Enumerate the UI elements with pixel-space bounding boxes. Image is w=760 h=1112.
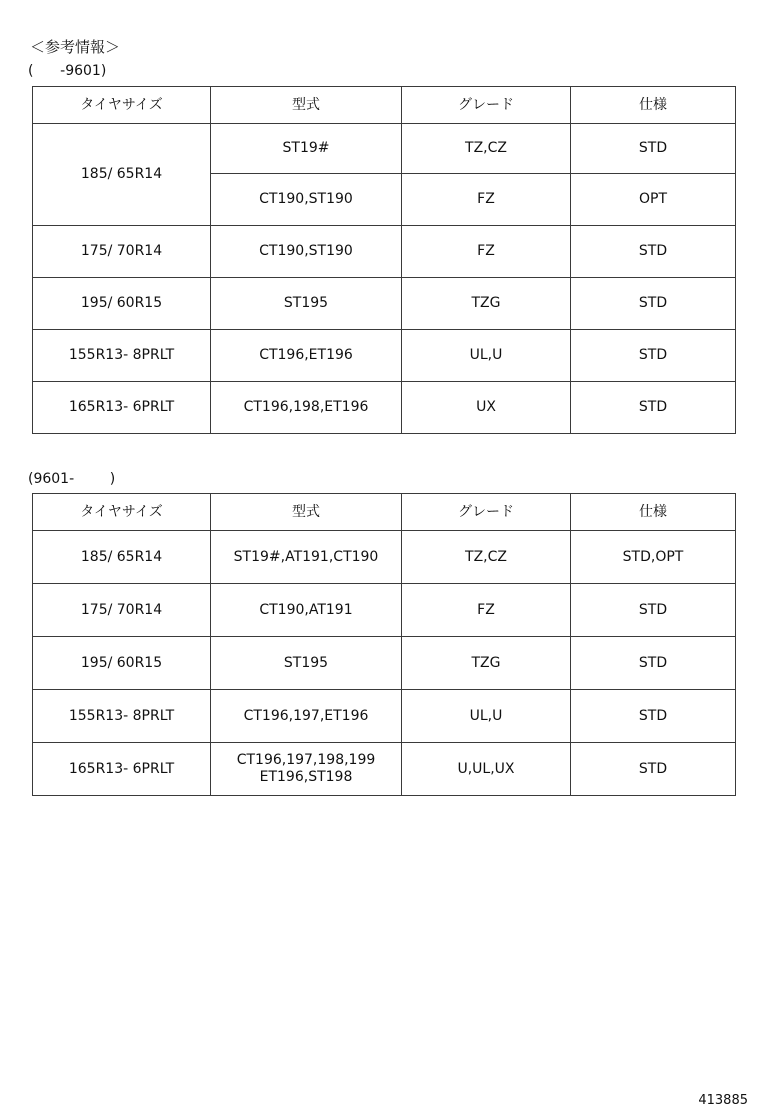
model-cell: ST19#,AT191,CT190 (211, 531, 402, 584)
grade-cell: TZ,CZ (402, 531, 571, 584)
table-header-row (33, 87, 736, 124)
tire-size-cell: 165R13- 6PRLT (33, 382, 211, 434)
model-cell: ST195 (211, 278, 402, 330)
grade-cell: FZ (402, 226, 571, 278)
spec-cell: STD (571, 124, 736, 174)
model-cell: CT196,ET196 (211, 330, 402, 382)
spec-cell: OPT (571, 174, 736, 226)
spec-cell: STD (571, 690, 736, 743)
model-cell: CT196,197,ET196 (211, 690, 402, 743)
tire-size-cell: 165R13- 6PRLT (33, 743, 211, 796)
reference-info-heading: ＜参考情報＞ (30, 38, 121, 56)
header-grade: グレード (402, 87, 571, 124)
header-spec: 仕様 (571, 494, 736, 531)
header-spec: 仕様 (571, 87, 736, 124)
model-cell (211, 743, 402, 796)
header-tire-size: タイヤサイズ (33, 87, 211, 124)
table-row (33, 278, 736, 330)
spec-cell: STD (571, 743, 736, 796)
table-row (33, 531, 736, 584)
table-row (33, 743, 736, 796)
table-row (33, 584, 736, 637)
header-model: 型式 (211, 87, 402, 124)
model-cell: CT190,AT191 (211, 584, 402, 637)
tire-spec-table-until-9601 (32, 86, 736, 434)
header-model: 型式 (211, 494, 402, 531)
spec-cell: STD (571, 637, 736, 690)
table-row (33, 690, 736, 743)
table-row (33, 124, 736, 174)
model-cell: CT196,198,ET196 (211, 382, 402, 434)
grade-cell: UX (402, 382, 571, 434)
model-cell: ST19# (211, 124, 402, 174)
tire-size-cell: 175/ 70R14 (33, 226, 211, 278)
grade-cell: TZG (402, 278, 571, 330)
grade-cell: FZ (402, 584, 571, 637)
spec-cell: STD,OPT (571, 531, 736, 584)
tire-size-cell: 175/ 70R14 (33, 584, 211, 637)
header-tire-size: タイヤサイズ (33, 494, 211, 531)
grade-cell: U,UL,UX (402, 743, 571, 796)
header-grade: グレード (402, 494, 571, 531)
model-line: CT196,197,198,199 (236, 752, 376, 768)
spec-cell: STD (571, 226, 736, 278)
document-number: 413885 (698, 1093, 748, 1108)
tire-size-cell: 155R13- 8PRLT (33, 690, 211, 743)
tire-size-cell: 195/ 60R15 (33, 278, 211, 330)
spec-cell: STD (571, 330, 736, 382)
grade-cell: UL,U (402, 330, 571, 382)
tire-size-cell: 155R13- 8PRLT (33, 330, 211, 382)
model-cell: CT190,ST190 (211, 174, 402, 226)
grade-cell: TZ,CZ (402, 124, 571, 174)
table-row (33, 226, 736, 278)
spec-cell: STD (571, 382, 736, 434)
tire-size-cell: 185/ 65R14 (33, 531, 211, 584)
model-line: ET196,ST198 (259, 769, 353, 785)
table-row (33, 382, 736, 434)
tire-size-cell: 185/ 65R14 (33, 124, 211, 226)
grade-cell: UL,U (402, 690, 571, 743)
model-cell: CT190,ST190 (211, 226, 402, 278)
table-row (33, 330, 736, 382)
period-label-from-9601: (9601- ) (28, 471, 116, 487)
tire-spec-table-from-9601 (32, 493, 736, 796)
grade-cell: FZ (402, 174, 571, 226)
grade-cell: TZG (402, 637, 571, 690)
period-label-until-9601: ( -9601) (28, 63, 107, 79)
model-cell: ST195 (211, 637, 402, 690)
spec-cell: STD (571, 278, 736, 330)
tire-size-cell: 195/ 60R15 (33, 637, 211, 690)
spec-cell: STD (571, 584, 736, 637)
table-header-row (33, 494, 736, 531)
table-row (33, 637, 736, 690)
